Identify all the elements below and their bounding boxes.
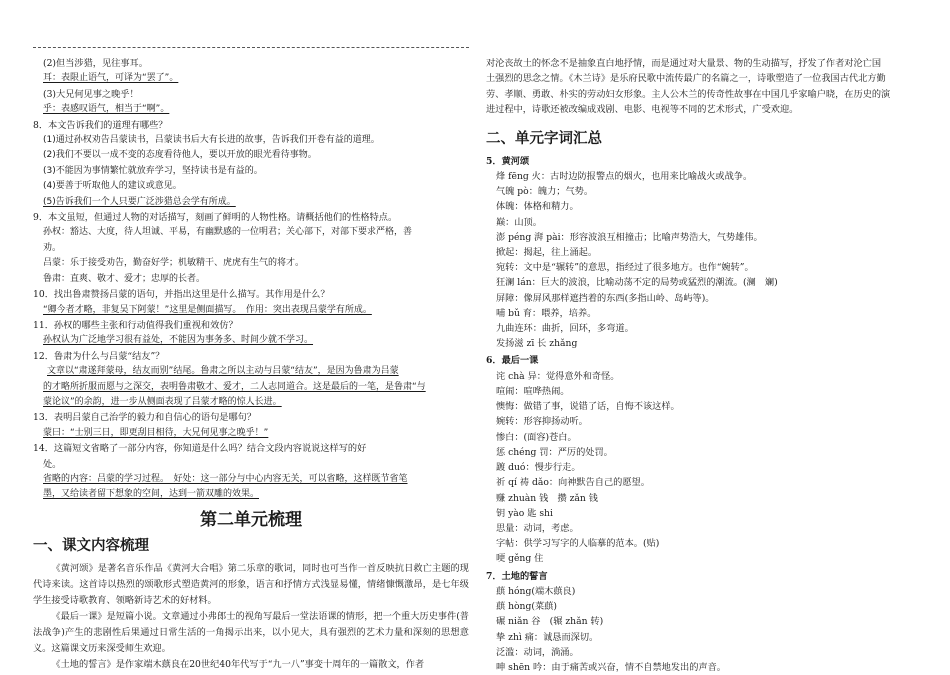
vocab-item: 九曲连环：曲折，回环，多弯道。 xyxy=(496,323,634,335)
vocab-item: 喧闹：喧哗热闹。 xyxy=(496,386,570,398)
vocab-item: 婉转：形容抑扬动听。 xyxy=(496,416,588,428)
question-14: 14．这篇短文省略了一部分内容，你知道是什么吗？结合文段内容说说这样写的好 xyxy=(33,443,367,455)
vocab-item: 碾 niǎn 谷 (辗 zhǎn 转) xyxy=(496,616,604,628)
summary-paragraph: 《黄河颂》是著名音乐作品《黄河大合唱》第二乐章的歌词，同时也可当作一首反映抗日救亡主题的现代诗来读。这首诗以热烈的颂歌形式塑造黄河的形象，语言和抒情方式浅显易懂，情绪慷慨激昂，是七年级学生接受诗歌教育、领略新诗艺术的好材料。 xyxy=(33,562,469,606)
vocab-item: 烽 fēng 火：古时边防报警点的烟火，也用来比喻战火或战争。 xyxy=(496,171,753,183)
vocab-item: 气魄 pò：魄力；气势。 xyxy=(496,186,594,198)
vocab-item: 屏障：像屏风那样遮挡着的东西(多指山岭、岛屿等)。 xyxy=(496,292,715,304)
vocab-item: 宛转：文中是“辗转”的意思，指经过了很多地方。也作“婉转”。 xyxy=(496,262,754,274)
paragraph-line: 土强烈的思念之情。《木兰诗》是乐府民歌中流传最广的名篇之一，诗歌塑造了一位我国古代北方勤 xyxy=(486,73,886,85)
answer-line: 孙权认为广泛地学习很有益处，不能因为事务多、时间少就不学习。 xyxy=(43,335,314,346)
answer-point: (3)不能因为事情繁忙就放弃学习，坚持读书是有益的。 xyxy=(43,165,263,176)
answer-line: “卿今者才略，非复吴下阿蒙！”这里是侧面描写。 作用：突出表现吕蒙学有所成。 xyxy=(43,304,372,315)
vocab-item: 诧 chà 异：觉得意外和奇怪。 xyxy=(496,370,620,382)
chapter-title: 第二单元梳理 xyxy=(200,509,302,530)
vocab-item: 挚 zhì 痛：诚恳而深切。 xyxy=(496,631,599,643)
answer-line: 孙权：豁达、大度，待人坦诚、平易，有幽默感的一位明君；关心部下，对部下要求严格，善 xyxy=(43,227,413,238)
question-11: 11．孙权的哪些主张和行动值得我们重视和效仿？ xyxy=(33,319,238,331)
question-14-cont: 处。 xyxy=(43,458,62,470)
summary-paragraph: 《土地的誓言》是作家端木蕻良在20世纪40年代写于“九一八”事变十周年的一篇散文，作者 xyxy=(51,658,425,670)
header-dashed-rule xyxy=(33,47,469,48)
vocab-item: 澎 péng 湃 pài：形容波浪互相撞击；比喻声势浩大，气势雄伟。 xyxy=(496,231,763,243)
answer-line: 劝。 xyxy=(43,242,62,253)
answer-line: 蒙论议”的余韵，进一步从侧面表现了吕蒙才略的惊人长进。 xyxy=(43,396,282,407)
answer-line: 吕蒙：乐于接受劝告，勤奋好学；机敏精干、虎虎有生气的将才。 xyxy=(43,258,305,269)
vocab-item: 钥 yào 匙 shi xyxy=(496,507,553,519)
vocab-item: 掀起：揭起，往上涌起。 xyxy=(496,247,598,259)
answer-line: 乎：表感叹语气，相当于“啊”。 xyxy=(43,104,170,115)
vocab-item: 发扬滋 zī 长 zhǎng xyxy=(496,338,578,350)
lesson-heading: 5．黄河颂 xyxy=(486,155,530,167)
lesson-heading: 6．最后一课 xyxy=(486,355,539,367)
vocab-item: 呻 shēn 吟：由于痛苦或兴奋，情不自禁地发出的声音。 xyxy=(496,661,726,673)
question-10: 10．找出鲁肃赞扬吕蒙的语句，并指出这里是什么描写。其作用是什么？ xyxy=(33,289,330,301)
quote-line: (2)但当涉猎，见往事耳。 xyxy=(43,58,148,69)
vocab-item: 狂澜 lán：巨大的波浪，比喻动荡不定的局势或猛烈的潮流。(澜 斓) xyxy=(496,277,778,289)
vocab-item: 蕻 hóng(端木蕻良) xyxy=(496,585,576,597)
paragraph-line: 进过程中，诗歌还被改编成戏剧、电影、电视等不同的艺术形式，广受欢迎。 xyxy=(486,104,799,116)
answer-point: (2)我们不要以一成不变的态度看待他人，要以开放的眼光看待事物。 xyxy=(43,150,317,161)
answer-line: 省略的内容：吕蒙的学习过程。 好处：这一部分与中心内容无关，可以省略，这样既节省笔 xyxy=(43,473,408,484)
section-heading: 一、课文内容梳理 xyxy=(33,537,149,554)
vocab-item: 泛滥：动词，淌涌。 xyxy=(496,646,579,658)
paragraph-line: 对沦丧故土的怀念不是抽象直白地抒情，而是通过对大量景、物的生动描写，抒发了作者对沦亡国 xyxy=(486,58,882,69)
question-9: 9．本文虽短，但通过人物的对话描写，刻画了鲜明的人物性格。请概括他们的性格特点。 xyxy=(33,212,398,224)
answer-line: 的才略所折服而愿与之深交，表明鲁肃敬才、爱才，二人志同道合。这是最后的一笔，是鲁肃“与 xyxy=(43,381,426,392)
vocab-item: 蕻 hòng(菜蕻) xyxy=(496,601,557,613)
vocab-item: 踱 duó：慢步行走。 xyxy=(496,462,581,474)
question-8: 8．本文告诉我们的道理有哪些？ xyxy=(33,119,168,131)
vocab-item: 哺 bǔ 育：喂养，培养。 xyxy=(496,307,597,319)
answer-line: 墨，又给读者留下想象的空间，达到一箭双雕的效果。 xyxy=(43,489,260,500)
vocab-item: 思量：动词，考虑。 xyxy=(496,522,579,534)
vocab-item: 哽 gěng 住 xyxy=(496,553,544,565)
answer-line: 耳：表限止语气，可译为“罢了”。 xyxy=(43,73,179,84)
right-column xyxy=(486,56,918,675)
answer-point: (5)告诉我们一个人只要广泛涉猎总会学有所成。 xyxy=(43,196,236,207)
answer-line: 蒙曰：“士别三日，即更刮目相待，大兄何见事之晚乎！” xyxy=(43,427,269,438)
quote-line: (3)大兄何见事之晚乎！ xyxy=(43,88,139,100)
answer-point: (4)要善于听取他人的建议或意见。 xyxy=(43,181,182,192)
paragraph-line: 劳、孝顺、勇敢、朴实的劳动妇女形象。主人公木兰的传奇性故事在中国几乎家喻户晓，在历史的演 xyxy=(486,88,891,100)
vocab-item: 惩 chéng 罚：严厉的处罚。 xyxy=(496,446,613,458)
vocab-item: 字帖：供学习写字的人临摹的范本。(贴) xyxy=(496,538,660,550)
section-heading: 二、单元字词汇总 xyxy=(486,130,602,147)
summary-paragraph: 《最后一课》是短篇小说。文章通过小弗郎士的视角写最后一堂法语课的情形，把一个重大历史事件(普法战争)产生的悲剧性后果通过日常生活的一角揭示出来，以小见大，具有强烈的艺术力量和深刻的思想意义。这篇课文历来深受师生欢迎。 xyxy=(33,610,469,654)
vocab-item: 赚 zhuàn 钱 攒 zǎn 钱 xyxy=(496,492,598,504)
answer-line: 鲁肃：直爽、敬才、爱才；忠厚的长者。 xyxy=(43,273,206,284)
lesson-heading: 7．土地的誓言 xyxy=(486,570,548,582)
left-column xyxy=(33,56,469,673)
vocab-item: 体魄：体格和精力。 xyxy=(496,201,579,213)
question-13: 13．表明吕蒙自己治学的毅力和自信心的语句是哪句？ xyxy=(33,412,257,424)
question-12: 12．鲁肃为什么与吕蒙“结友”？ xyxy=(33,350,165,362)
vocab-item: 祈 qí 祷 dǎo：向神默告自己的愿望。 xyxy=(496,477,650,489)
answer-point: (1)通过孙权劝告吕蒙读书，吕蒙读书后大有长进的故事，告诉我们开卷有益的道理。 xyxy=(43,135,380,146)
answer-line: 文章以“肃遂拜蒙母，结友而别”结尾。鲁肃之所以主动与吕蒙“结友”，是因为鲁肃为吕蒙 xyxy=(47,366,399,377)
vocab-item: 懊悔：做错了事，说错了话，自悔不该这样。 xyxy=(496,401,680,413)
vocab-item: 巅：山顶。 xyxy=(496,216,542,228)
vocab-item: 惨白：(面容)苍白。 xyxy=(496,431,577,443)
